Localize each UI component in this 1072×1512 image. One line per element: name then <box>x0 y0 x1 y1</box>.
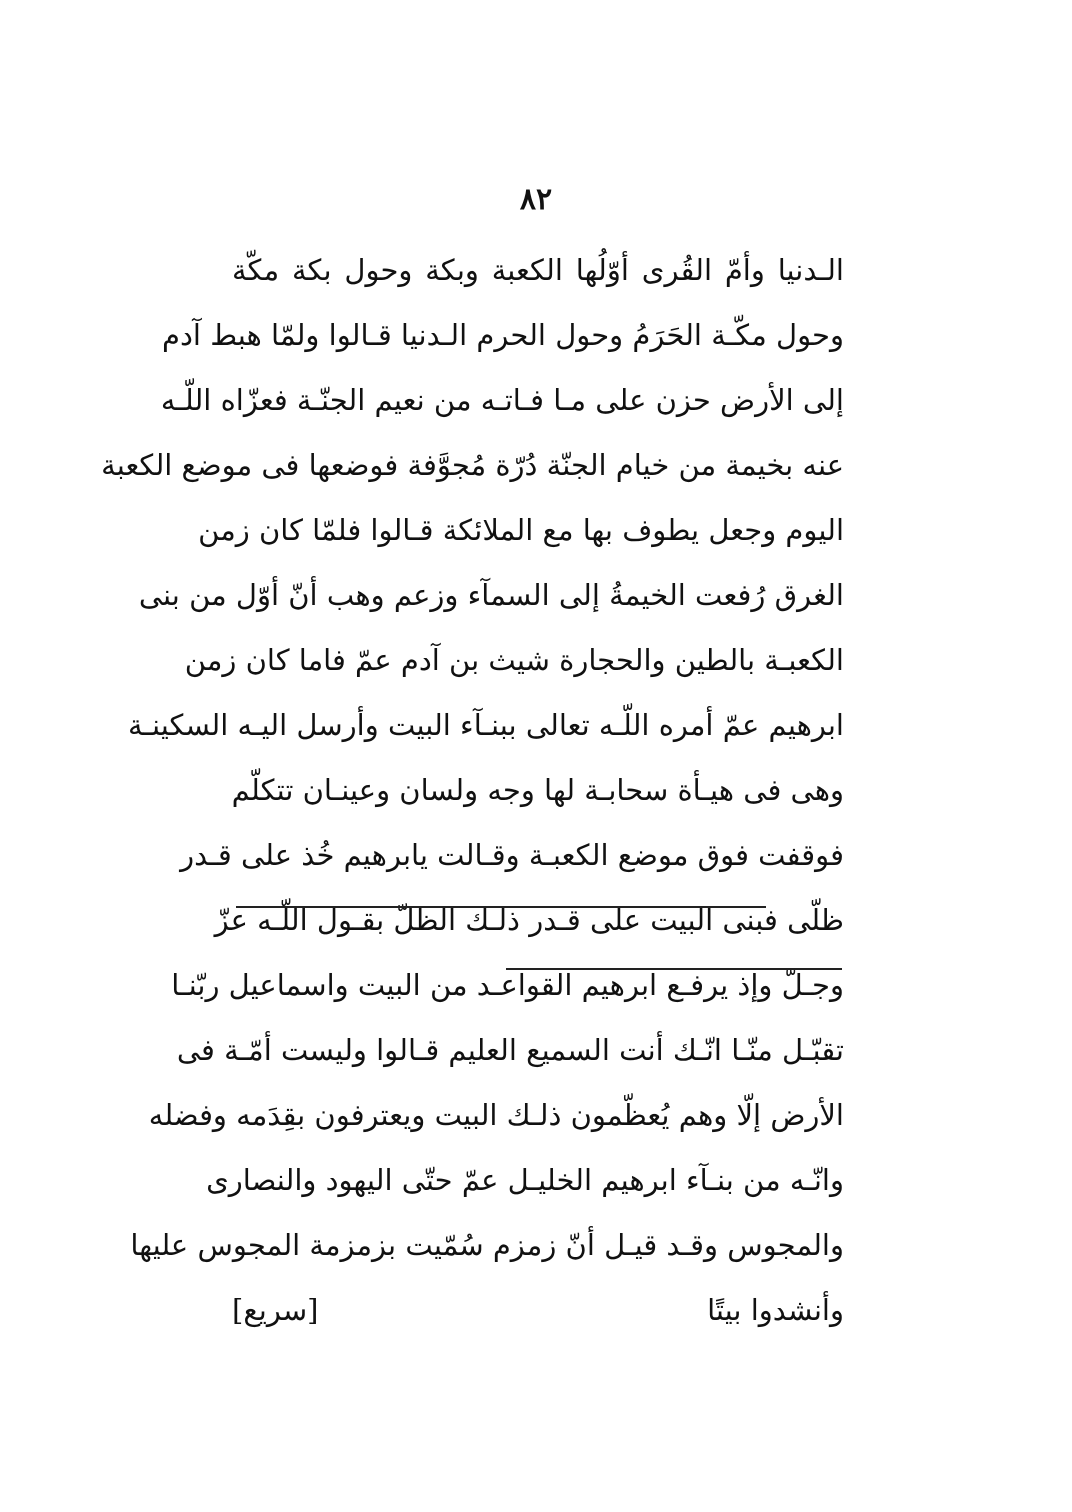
text-line: الأرض إلّا وهم يُعظّمون ذلـك البيت ويعترفون بقِدَمه وفضله <box>148 1098 844 1132</box>
body-text <box>101 238 844 1343</box>
text-line: عنه بخيمة من خيام الجنّة دُرّة مُجوَّفة فوضعها فى موضع الكعبة <box>101 448 844 482</box>
text-line: ابرهيم عمّ أمره اللّـه تعالى ببنـآء البيت وأرسل اليـه السكينـة <box>127 708 844 742</box>
underline-rule <box>236 906 766 908</box>
text-line: وهى فى هيـأة سحابـة لها وجه ولسان وعينـان تتكلّم <box>231 773 844 807</box>
text-line: والمجوس وقـد قيـل أنّ زمزم سُمّيت بزمزمة المجوس عليها <box>130 1228 844 1262</box>
text-line: وانّـه من بنـآء ابرهيم الخليـل عمّ حتّى اليهود والنصارى <box>206 1163 844 1197</box>
closing-line <box>232 1278 844 1343</box>
closing-text: وأنشدوا بيتًا <box>707 1293 844 1327</box>
text-line: اليوم وجعل يطوف بها مع الملائكة قـالوا فلمّا كان زمن <box>198 513 844 547</box>
text-line: الـدنيا وأمّ القُرى أوّلُها الكعبة وبكة وحول بكة مكّة <box>232 253 844 287</box>
text-line: الغرق رُفعت الخيمةُ إلى السمآء وزعم وهب أنّ أوّل من بنى <box>138 578 844 612</box>
meter-label: [سريع] <box>232 1293 319 1327</box>
text-line: فوقفت فوق موضع الكعبـة وقـالت يابرهيم خُذ على قـدر <box>180 838 844 872</box>
underline-rule <box>506 968 842 970</box>
text-line: ظلّى فبنى البيت على قـدر ذلـك الظلّ بقـول اللّـه عزّ <box>214 903 844 937</box>
text-line: تقبّـل منّـا انّـك أنت السميع العليم قـالوا وليست أمّـة فى <box>176 1033 844 1067</box>
text-line: إلى الأرض حزن على مـا فـاتـه من نعيم الجنّـة فعزّاه اللّـه <box>160 383 844 417</box>
text-line: وجـلّ وإذ يرفـع ابرهيم القواعـد من البيت واسماعيل ربّنـا <box>171 968 844 1002</box>
text-line: الكعبـة بالطين والحجارة شيث بن آدم عمّ فاما كان زمن <box>184 643 844 677</box>
page-number: ٨٢ <box>519 182 553 217</box>
text-line: وحول مكّـة الحَرَمُ وحول الحرم الـدنيا قـالوا ولمّا هبط آدم <box>162 318 844 352</box>
